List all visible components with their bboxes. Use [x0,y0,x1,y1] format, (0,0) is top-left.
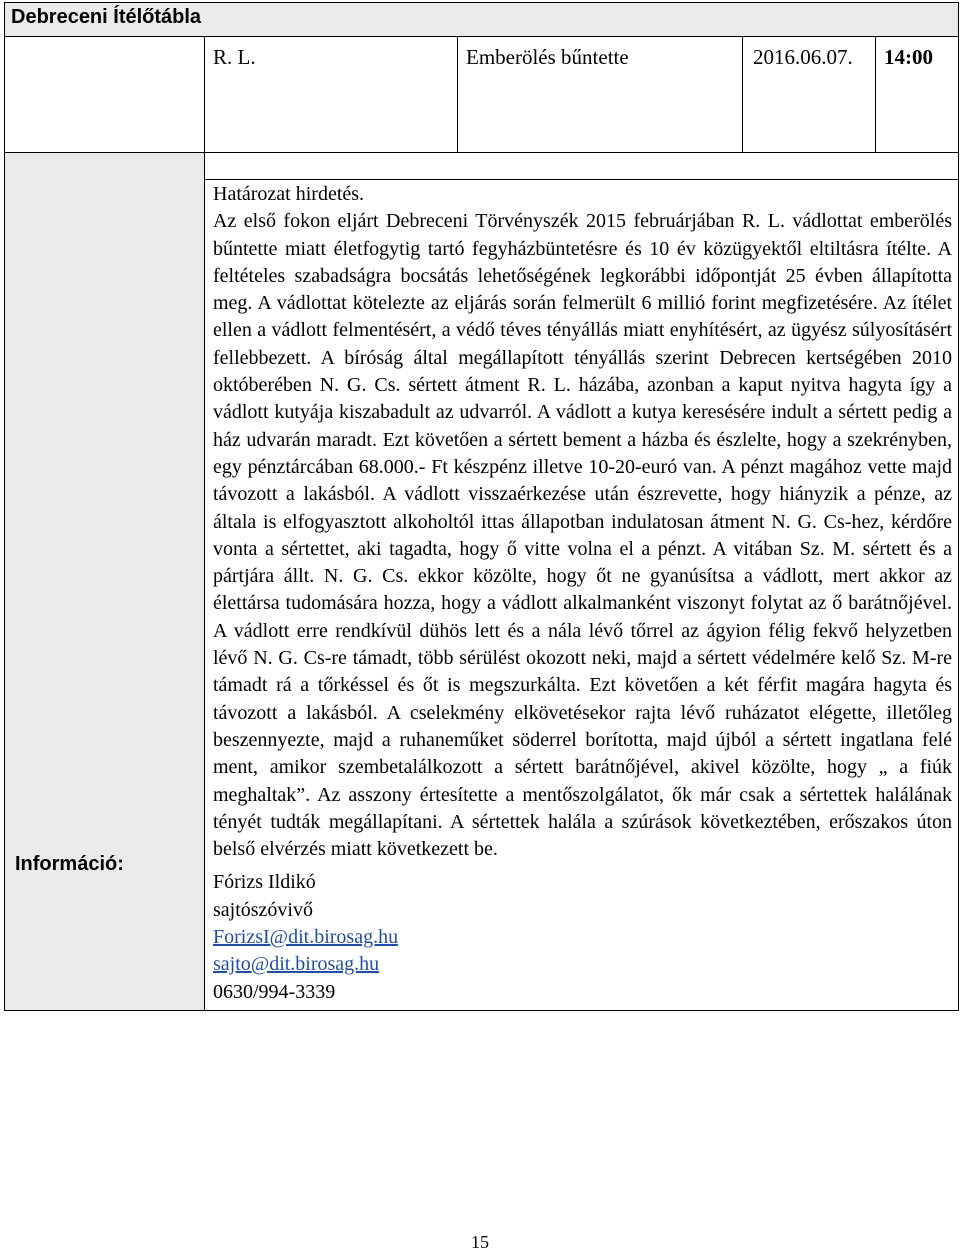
court-name: Debreceni Ítélőtábla [5,3,959,37]
hearing-date: 2016.06.07. [743,37,876,153]
defendant-name: R. L. [205,37,458,153]
decision-text [213,180,952,863]
court-header-row [5,3,959,37]
contact-phone: 0630/994-3339 [213,980,336,1003]
info-content [205,153,959,1011]
content-top-strip [205,153,958,180]
case-label-spacer [5,37,205,153]
page-number: 15 [471,1232,489,1252]
contact-email-link[interactable]: ForizsI@dit.birosag.hu [213,926,399,949]
info-label: Információ: [5,153,205,1011]
contact-role: sajtószóvivő [213,898,313,921]
press-contact [213,863,952,1005]
case-row [5,37,959,153]
decision-lead: Határozat hirdetés. [213,183,365,205]
press-email-link[interactable]: sajto@dit.birosag.hu [213,953,380,976]
info-row [5,153,959,1011]
decision-paragraph: Az első fokon eljárt Debreceni Törvényszék 2015 februárjában R. L. vádlottat emberölés bűntette miatt életfogytig tartó fegyházbüntetésre és 10 év közügyektől eltiltásra ítélte. A feltételes szabadságra bocsátás lehetőségének legkorábbi időpontját 25 évben állapította meg. A vádlottat kötelezte az eljárás során felmerült 6 millió forint megfizetésére. Az ítélet ellen a vádlott felmentésért, a védő téves tényállás miatt enyhítésért, az ügyész súlyosításért fellebbezett. A bíróság által megállapított tényállás szerint Debrecen kertségében 2010 októberében N. G. Cs. sértett átment R. L. házába, azonban a kaput nyitva hagyta így a vádlott kutyája kiszabadult az udvarról. A vádlott a kutya keresésére indult a sértett pedig a ház udvarán maradt. Ezt követően a sértett bement a házba és észlelte, hogy a szekrényben, egy pénztárcában 68.000.- Ft készpénz illetve 10-20-euró van. A pénzt magához vette majd távozott a lakásból. A vádlott visszaérkezése után észrevette, hogy hiányzik a pénze, az általa is elfogyasztott alkoholtól ittas állapotban indulatosan átment N. G. Cs-hez, kérdőre vonta a sértettet, aki tagadta, hogy ő vitte volna el a pénzt. A vitában Sz. M. sértett és a pártjára állt. N. G. Cs. ekkor közölte, hogy őt ne gyanúsítsa a vádlott, mert akkor az élettársa tudomására hozza, hogy a vádlott alkalmanként viszonyt folytat az ő barátnőjével. A vádlott erre rendkívül dühös lett és a nála lévő tőrrel az ágyion félig fekvő helyzetben lévő N. G. Cs-re támadt, több sérülést okozott neki, majd a sértett védelmére kelő Sz. M-re támadt rá a tőrkéssel és őt is megszurkálta. Ezt követően a két férfit magára hagyta és távozott a lakásból. A cselekmény elkövetésekor rajta lévő ruházatot elégette, illetőleg beszennyezte, majd a ruhaneműket söderrel borította, majd újból a sértett ingatlana felé ment, amikor szembetalálkozott a sértett barátnőjével, akivel közölte, hogy „ a fiúk meghaltak”. Az asszony értesítette a mentőszolgálatot, ők már csak a sértettek halálának tényét tudták megállapítani. A sértettek halála a szúrások következtében, erőszakos úton belső elvérzés miatt következett be. [213,210,953,861]
hearing-time: 14:00 [876,37,959,153]
contact-name: Fórizs Ildikó [213,871,316,894]
court-schedule-table [4,2,959,1011]
crime-type: Emberölés bűntette [458,37,743,153]
